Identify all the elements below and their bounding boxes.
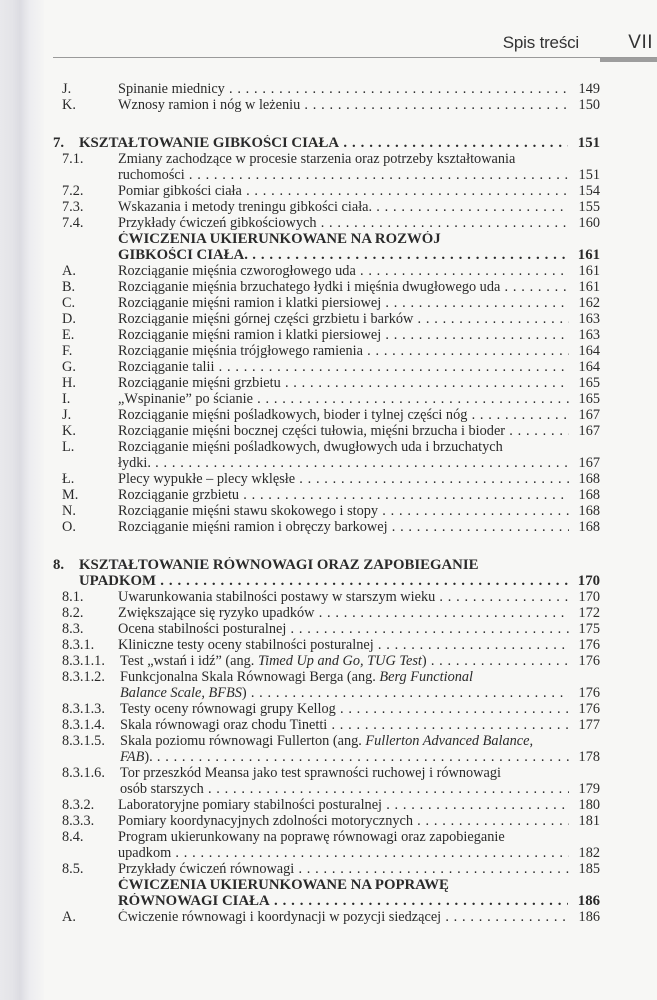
toc-entry xyxy=(0,151,657,167)
entry-page: 165 xyxy=(569,375,600,391)
toc-entry xyxy=(0,199,657,215)
exercises-heading-page: 186 xyxy=(568,893,600,909)
entry-title-continuation: upadkom . . . xyxy=(118,845,600,861)
entry-page: 162 xyxy=(569,295,600,311)
entry-title: Rozciąganie grzbietu . . . xyxy=(118,487,600,503)
toc-entry xyxy=(0,621,657,637)
entry-title: Rozciąganie mięśni ramion i klatki piersiowej . . . xyxy=(118,327,600,343)
entry-number: 8.3.1.5. xyxy=(62,733,105,749)
entry-number: 8.3.1.2. xyxy=(62,669,105,685)
entry-page: 186 xyxy=(569,909,600,925)
entry-title: Rozciąganie mięśni stawu skokowego i stopy . . . xyxy=(118,503,600,519)
entry-number: 8.3.1.4. xyxy=(62,717,105,733)
toc-entry xyxy=(0,423,657,439)
toc-entry xyxy=(0,215,657,231)
entry-number: G. xyxy=(62,359,76,375)
entry-page: 167 xyxy=(569,407,600,423)
toc-entry xyxy=(0,295,657,311)
entry-page: 172 xyxy=(569,605,600,621)
toc-entry xyxy=(0,439,657,455)
entry-page: 176 xyxy=(569,637,600,653)
entry-number: B. xyxy=(62,279,76,295)
toc-entry xyxy=(0,701,657,717)
toc-entry xyxy=(0,605,657,621)
entry-page: 160 xyxy=(569,215,600,231)
toc-entry xyxy=(0,487,657,503)
exercises-heading-line2: RÓWNOWAGI CIAŁA . . . xyxy=(118,893,600,909)
entry-title: Kliniczne testy oceny stabilności posturalnej . . . xyxy=(118,637,600,653)
entry-page: 164 xyxy=(569,343,600,359)
entry-title: Zmiany zachodzące w procesie starzenia oraz potrzeby kształtowania xyxy=(118,151,516,167)
entry-title: Skala równowagi oraz chodu Tinetti . . . xyxy=(120,717,600,733)
exercises-heading-continuation xyxy=(0,893,657,909)
chapter-heading xyxy=(0,135,657,151)
entry-page: 151 xyxy=(569,167,600,183)
entry-page: 155 xyxy=(569,199,600,215)
entry-number: 8.3.2. xyxy=(62,797,95,813)
toc-entry xyxy=(0,653,657,669)
entry-title-italic: FAB xyxy=(120,749,145,765)
entry-title xyxy=(120,733,600,749)
toc-entry xyxy=(0,327,657,343)
toc-entry xyxy=(0,829,657,845)
chapter-number: 8. xyxy=(53,557,65,573)
entry-page: 150 xyxy=(569,97,600,113)
exercises-heading-line1: ĆWICZENIA UKIERUNKOWANE NA ROZWÓJ xyxy=(118,231,441,247)
entry-title: Rozciąganie mięśnia trójgłowego ramienia . . . xyxy=(118,343,600,359)
toc-entry-continuation xyxy=(0,685,657,701)
entry-page: 163 xyxy=(569,327,600,343)
toc-entry-continuation xyxy=(0,167,657,183)
chapter7-exercise-list xyxy=(0,263,657,535)
entry-title: Spinanie miednicy . . . xyxy=(118,81,600,97)
entry-title-continuation: osób starszych . . . xyxy=(120,781,600,797)
entry-page: 168 xyxy=(569,503,600,519)
toc-entry-continuation xyxy=(0,781,657,797)
toc-entry-continuation xyxy=(0,845,657,861)
toc-entry xyxy=(0,375,657,391)
spacer xyxy=(0,113,657,135)
entry-number: 7.2. xyxy=(62,183,84,199)
entry-title: Zwiększające się ryzyko upadków . . . xyxy=(118,605,600,621)
entry-number: 8.3.1. xyxy=(62,637,95,653)
exercises-heading xyxy=(0,877,657,893)
entry-page: 168 xyxy=(569,471,600,487)
toc-entry xyxy=(0,471,657,487)
entry-title-italic: Fullerton Advanced Balance, xyxy=(365,733,534,749)
entry-number: 8.1. xyxy=(62,589,84,605)
entry-page: 164 xyxy=(569,359,600,375)
entry-title: Pomiar gibkości ciała . . . xyxy=(118,183,600,199)
entry-title: Rozciąganie mięśni ramion i klatki piersiowej . . . xyxy=(118,295,600,311)
entry-number: A. xyxy=(62,909,76,925)
chapter-heading-continuation xyxy=(0,573,657,589)
entry-title: Laboratoryjne pomiary stabilności posturalnej . . . xyxy=(118,797,600,813)
entry-number: N. xyxy=(62,503,76,519)
entry-page: 168 xyxy=(569,487,600,503)
entry-page: 182 xyxy=(569,845,600,861)
toc-entry xyxy=(0,343,657,359)
toc-entry xyxy=(0,407,657,423)
entry-title: Plecy wypukłe – plecy wklęsłe . . . xyxy=(118,471,600,487)
entry-page: 178 xyxy=(569,749,600,765)
running-header-title: Spis treści xyxy=(502,33,579,52)
entry-title: Przykłady ćwiczeń gibkościowych . . . xyxy=(118,215,600,231)
entry-number: C. xyxy=(62,295,76,311)
toc-entry xyxy=(0,359,657,375)
entry-page: 175 xyxy=(569,621,600,637)
entry-title-plain: Funkcjonalna Skala Równowagi Berga (ang. xyxy=(120,669,380,685)
header-page-bar xyxy=(600,58,657,62)
toc-entry-continuation xyxy=(0,749,657,765)
entry-title: Wskazania i metody treningu gibkości ciała. . . . xyxy=(118,199,600,215)
entry-title-after: ) xyxy=(241,685,247,701)
entry-title-continuation: łydki. . . . xyxy=(118,455,600,471)
entry-number: 7.3. xyxy=(62,199,84,215)
chapter-title: KSZTAŁTOWANIE GIBKOŚCI CIAŁA . . . xyxy=(79,135,600,151)
entry-page: 167 xyxy=(569,423,600,439)
toc-entry xyxy=(0,81,657,97)
entry-page: 176 xyxy=(569,685,600,701)
entry-page: 170 xyxy=(569,589,600,605)
entry-title: Rozciąganie mięśnia czworogłowego uda . . . xyxy=(118,263,600,279)
entry-title: Ćwiczenie równowagi i koordynacji w pozycji siedzącej . . . xyxy=(118,909,600,925)
entry-title-italic: Berg Functional xyxy=(379,669,473,685)
chapter-page: 170 xyxy=(568,573,600,589)
entry-page: 154 xyxy=(569,183,600,199)
entry-page: 185 xyxy=(569,861,600,877)
entry-page: 176 xyxy=(569,653,600,669)
toc-entry xyxy=(0,519,657,535)
entry-title: Rozciąganie mięśni pośladkowych, dwugłowych uda i brzuchatych xyxy=(118,439,503,455)
entry-title-continuation xyxy=(120,749,600,765)
entry-number: 8.3.1.1. xyxy=(62,653,105,669)
toc-entry xyxy=(0,813,657,829)
entry-number: L. xyxy=(62,439,75,455)
entry-title: Rozciąganie mięśni bocznej części tułowia, mięśni brzucha i bioder . . . xyxy=(118,423,600,439)
entry-number: I. xyxy=(62,391,71,407)
entry-page: 176 xyxy=(569,701,600,717)
entry-page: 179 xyxy=(569,781,600,797)
entry-number: K. xyxy=(62,423,76,439)
entry-number: J. xyxy=(62,81,72,97)
entry-title: Rozciąganie mięśni górnej części grzbietu i barków . . . xyxy=(118,311,600,327)
table-of-contents xyxy=(0,81,657,925)
exercises-heading-line1: ĆWICZENIA UKIERUNKOWANE NA POPRAWĘ xyxy=(118,877,449,893)
entry-number: 7.4. xyxy=(62,215,84,231)
entry-title: Program ukierunkowany na poprawę równowagi oraz zapobieganie xyxy=(118,829,505,845)
entry-number: F. xyxy=(62,343,73,359)
entry-title: Rozciąganie mięśni ramion i obręczy barkowej . . . xyxy=(118,519,600,535)
toc-entry xyxy=(0,311,657,327)
toc-entry-continuation xyxy=(0,455,657,471)
entry-title-continuation xyxy=(120,685,600,701)
chapter-title-line2: UPADKOM . . . xyxy=(79,573,600,589)
toc-entry xyxy=(0,183,657,199)
toc-entry xyxy=(0,733,657,749)
entry-title: Tor przeszkód Meansa jako test sprawności ruchowej i równowagi xyxy=(120,765,501,781)
entry-title-italic: Timed Up and Go, TUG Test xyxy=(257,653,422,669)
spacer xyxy=(0,535,657,557)
entry-title-plain: Skala poziomu równowagi Fullerton (ang. xyxy=(120,733,366,749)
entry-title: Uwarunkowania stabilności postawy w starszym wieku . . . xyxy=(118,589,600,605)
entry-title xyxy=(120,669,600,685)
entry-title-after: ). xyxy=(144,749,153,765)
entry-number: E. xyxy=(62,327,75,343)
entry-page: 161 xyxy=(569,263,600,279)
entry-number: H. xyxy=(62,375,76,391)
entry-page: 165 xyxy=(569,391,600,407)
toc-entry xyxy=(0,765,657,781)
toc-entry xyxy=(0,279,657,295)
entry-number: J. xyxy=(62,407,72,423)
toc-entry xyxy=(0,797,657,813)
entry-page: 163 xyxy=(569,311,600,327)
toc-entry xyxy=(0,263,657,279)
entry-number: A. xyxy=(62,263,76,279)
toc-entry xyxy=(0,589,657,605)
entry-page: 149 xyxy=(569,81,600,97)
exercises-heading-page: 161 xyxy=(568,247,600,263)
entry-number: Ł. xyxy=(62,471,75,487)
entry-page: 161 xyxy=(569,279,600,295)
exercises-heading-line2: GIBKOŚCI CIAŁA. . . . xyxy=(118,247,600,263)
entry-number: 8.3.1.3. xyxy=(62,701,105,717)
entry-number: D. xyxy=(62,311,76,327)
entry-number: K. xyxy=(62,97,76,113)
toc-entry xyxy=(0,391,657,407)
toc-entry xyxy=(0,669,657,685)
entry-number: O. xyxy=(62,519,76,535)
entry-title: Pomiary koordynacyjnych zdolności motorycznych . . . xyxy=(118,813,600,829)
toc-entry xyxy=(0,503,657,519)
page-number: VII xyxy=(628,32,653,53)
entry-title: Rozciąganie mięśni pośladkowych, bioder i tylnej części nóg . . . xyxy=(118,407,600,423)
entry-title-plain: Test „wstań i idź” (ang. xyxy=(120,653,258,669)
entry-number: 8.3. xyxy=(62,621,84,637)
entry-number: 7.1. xyxy=(62,151,84,167)
chapter-title-line1: KSZTAŁTOWANIE RÓWNOWAGI ORAZ ZAPOBIEGANIE xyxy=(79,557,479,573)
entry-number: M. xyxy=(62,487,79,503)
toc-entry xyxy=(0,909,657,925)
entry-title: „Wspinanie” po ścianie . . . xyxy=(118,391,600,407)
chapter-heading xyxy=(0,557,657,573)
entry-title: Testy oceny równowagi grupy Kellog . . . xyxy=(120,701,600,717)
entry-page: 177 xyxy=(569,717,600,733)
toc-entry xyxy=(0,717,657,733)
header-rule xyxy=(53,57,657,58)
entry-title-after: ) xyxy=(421,653,427,669)
entry-number: 8.3.1.6. xyxy=(62,765,105,781)
entry-page: 167 xyxy=(569,455,600,471)
entry-number: 8.5. xyxy=(62,861,84,877)
entry-title: Przykłady ćwiczeń równowagi . . . xyxy=(118,861,600,877)
entry-title: Rozciąganie talii . . . xyxy=(118,359,600,375)
entry-page: 180 xyxy=(569,797,600,813)
exercises-heading-continuation xyxy=(0,247,657,263)
toc-entry xyxy=(0,97,657,113)
toc-entry xyxy=(0,861,657,877)
toc-entry xyxy=(0,637,657,653)
entry-title-continuation: ruchomości . . . xyxy=(118,167,600,183)
entry-page: 181 xyxy=(569,813,600,829)
entry-title: Wznosy ramion i nóg w leżeniu . . . xyxy=(118,97,600,113)
exercises-heading xyxy=(0,231,657,247)
entry-title: Rozciąganie mięśni grzbietu . . . xyxy=(118,375,600,391)
entry-title-italic: Balance Scale, BFBS xyxy=(120,685,242,701)
entry-title xyxy=(120,653,600,669)
chapter-page: 151 xyxy=(568,135,600,151)
entry-page: 168 xyxy=(569,519,600,535)
entry-title: Rozciąganie mięśnia brzuchatego łydki i mięśnia dwugłowego uda . . . xyxy=(118,279,600,295)
entry-number: 8.3.3. xyxy=(62,813,95,829)
entry-number: 8.4. xyxy=(62,829,84,845)
entry-title: Ocena stabilności posturalnej . . . xyxy=(118,621,600,637)
entry-number: 8.2. xyxy=(62,605,84,621)
chapter-number: 7. xyxy=(53,135,65,151)
